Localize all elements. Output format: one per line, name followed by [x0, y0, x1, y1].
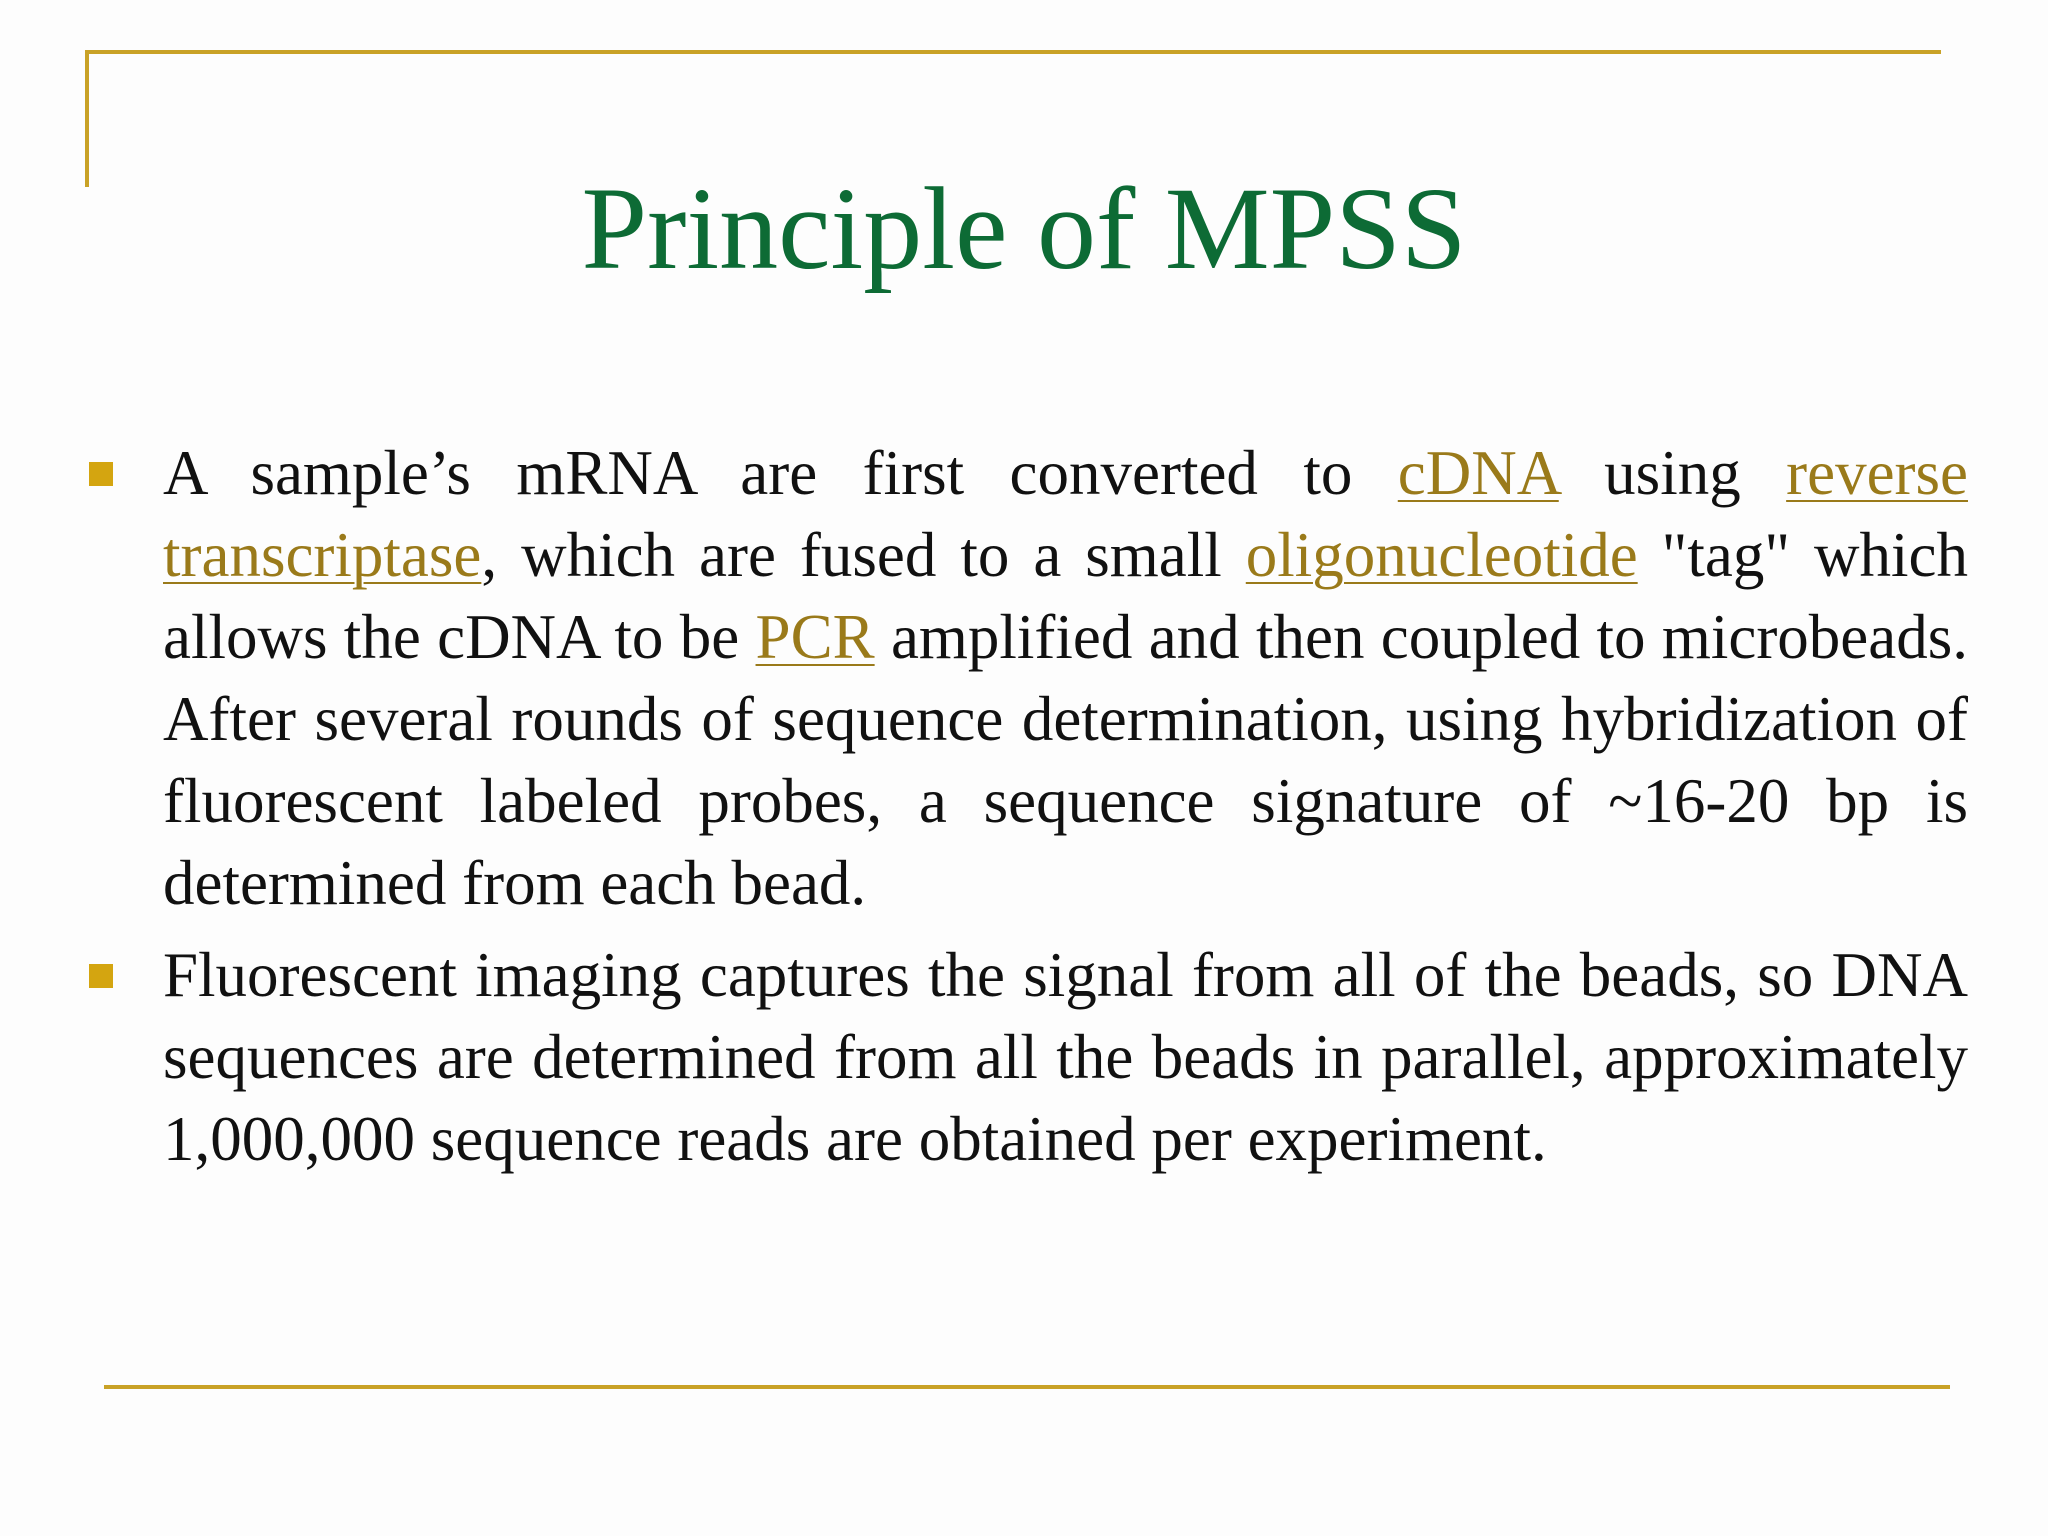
bullet-item-1 [163, 432, 1968, 924]
bullet-1-text-3: , which are fused to a small [481, 520, 1246, 590]
bullet-list [163, 432, 1968, 1190]
bullet-2-text: Fluorescent imaging captures the signal from all of the beads, so DNA sequences are determined from all the beads in parallel, approximately 1,000,000 sequence reads are obtained per experiment. [163, 940, 1968, 1174]
bullet-1-text-4: "tag" which allows the cDNA to be [163, 520, 1968, 672]
bullet-1-text-2: using [1558, 438, 1787, 508]
slide-title: Principle of MPSS [581, 163, 1467, 295]
link-cdna[interactable]: cDNA [1397, 438, 1559, 508]
bottom-rule [104, 1385, 1950, 1389]
link-pcr[interactable]: PCR [755, 602, 875, 672]
link-oligonucleotide[interactable]: oligonucleotide [1245, 520, 1638, 590]
square-bullet-icon [89, 462, 113, 486]
square-bullet-icon [89, 964, 113, 988]
bullet-item-2 [163, 934, 1968, 1180]
top-rule [85, 50, 1941, 54]
link-reverse-transcriptase[interactable]: reverse transcriptase [163, 438, 1968, 590]
bullet-1-text-1: A sample’s mRNA are first converted to [163, 438, 1398, 508]
bullet-1-text-5: amplified and then coupled to microbeads. After several rounds of sequence determination, using hybridization of fluorescent labeled probes, a sequence signature of ~16-20 bp is determined from each bead. [163, 602, 1969, 918]
